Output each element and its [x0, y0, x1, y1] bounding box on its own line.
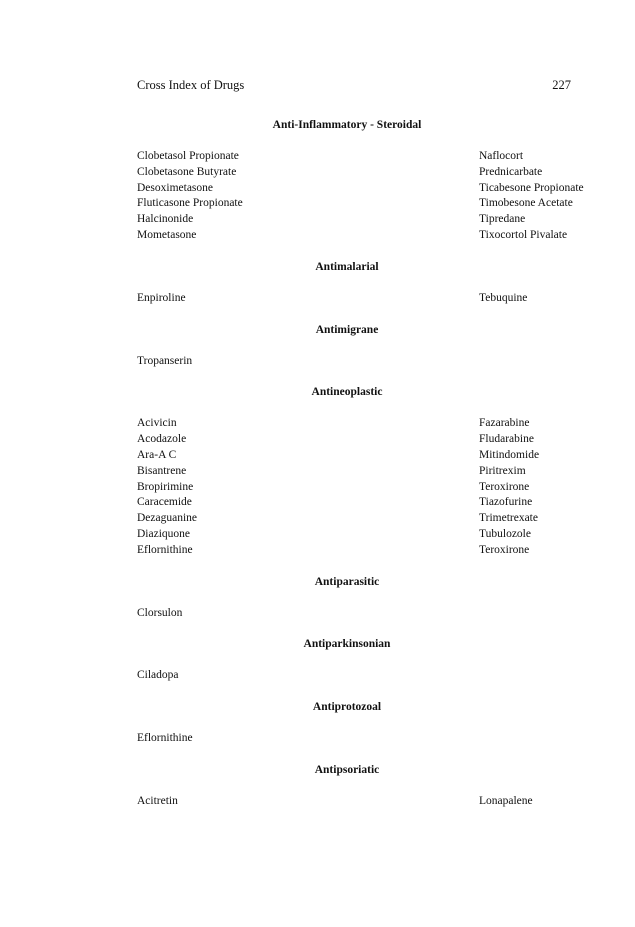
- drug-name: Enpiroline: [137, 291, 186, 304]
- section-columns: [137, 354, 607, 370]
- drug-name: Tropanserin: [137, 354, 193, 367]
- drug-name: Clobetasol Propionate: [137, 150, 239, 162]
- section-heading: Antimalarial: [315, 260, 379, 273]
- drug-name: Fazarabine: [479, 417, 530, 430]
- running-title: Cross Index of Drugs: [137, 78, 245, 92]
- drug-name: Teroxirone: [479, 543, 530, 556]
- drug-name: Tiazofurine: [479, 496, 533, 509]
- drug-name: Clorsulon: [137, 606, 183, 619]
- drug-name: Fluticasone Propionate: [137, 197, 243, 210]
- left-column: [137, 354, 607, 370]
- drug-name: Mitindomide: [479, 448, 540, 461]
- drug-name: Bropirimine: [137, 480, 194, 493]
- drug-index-sections: [137, 118, 607, 826]
- drug-name: Diaziquone: [137, 527, 191, 540]
- drug-name: Halcinonide: [137, 213, 194, 226]
- drug-name: Mometasone: [137, 228, 197, 241]
- section-columns: [137, 416, 607, 558]
- section-columns: [137, 794, 607, 810]
- drug-name: Eflornithine: [137, 732, 193, 745]
- right-column: [479, 149, 584, 244]
- section-columns: [137, 731, 607, 747]
- drug-name: Naflocort: [479, 150, 524, 162]
- drug-name: Lonapalene: [479, 794, 533, 807]
- drug-name: Ara-A C: [137, 448, 177, 461]
- drug-name: Ciladopa: [137, 669, 179, 682]
- drug-name: Tebuquine: [479, 291, 528, 304]
- drug-name: Piritrexim: [479, 464, 526, 477]
- left-column: [137, 291, 607, 307]
- section-columns: [137, 291, 607, 307]
- section-columns: [137, 149, 607, 244]
- right-column: [479, 794, 533, 810]
- drug-name: Acitretin: [137, 794, 178, 807]
- left-column: [137, 668, 607, 684]
- left-column: [137, 794, 607, 810]
- section-heading: Antiparkinsonian: [303, 638, 391, 651]
- drug-name: Tipredane: [479, 213, 526, 226]
- drug-name: Desoximetasone: [137, 181, 214, 194]
- drug-name: Ticabesone Propionate: [479, 181, 584, 194]
- right-column: [479, 416, 539, 558]
- drug-name: Dezaguanine: [137, 512, 198, 525]
- drug-name: Bisantrene: [137, 464, 187, 477]
- drug-name: Clobetasone Butyrate: [137, 165, 237, 178]
- drug-name: Prednicarbate: [479, 165, 543, 178]
- section-columns: [137, 606, 607, 622]
- drug-name: Tixocortol Pivalate: [479, 228, 568, 241]
- section-heading: Antipsoriatic: [314, 763, 380, 776]
- drug-name: Fludarabine: [479, 433, 534, 446]
- page-header: [137, 78, 573, 94]
- section-heading: Antiprotozoal: [312, 701, 382, 714]
- drug-name: Tubulozole: [479, 527, 531, 540]
- section-columns: [137, 668, 607, 684]
- drug-name: Caracemide: [137, 496, 192, 509]
- page-number: 227: [552, 78, 571, 92]
- drug-name: Trimetrexate: [479, 512, 538, 525]
- drug-name: Timobesone Acetate: [479, 197, 573, 210]
- left-column: [137, 731, 607, 747]
- left-column: [137, 606, 607, 622]
- drug-name: Teroxirone: [479, 480, 530, 493]
- section-heading: Anti-Inflammatory - Steroidal: [272, 119, 422, 131]
- section-heading: Antiparasitic: [314, 575, 380, 588]
- section-heading: Antineoplastic: [311, 386, 383, 399]
- drug-name: Eflornithine: [137, 543, 193, 556]
- right-column: [479, 291, 527, 307]
- drug-name: Acivicin: [137, 417, 177, 430]
- section-heading: Antimigrane: [315, 323, 379, 336]
- drug-name: Acodazole: [137, 433, 187, 446]
